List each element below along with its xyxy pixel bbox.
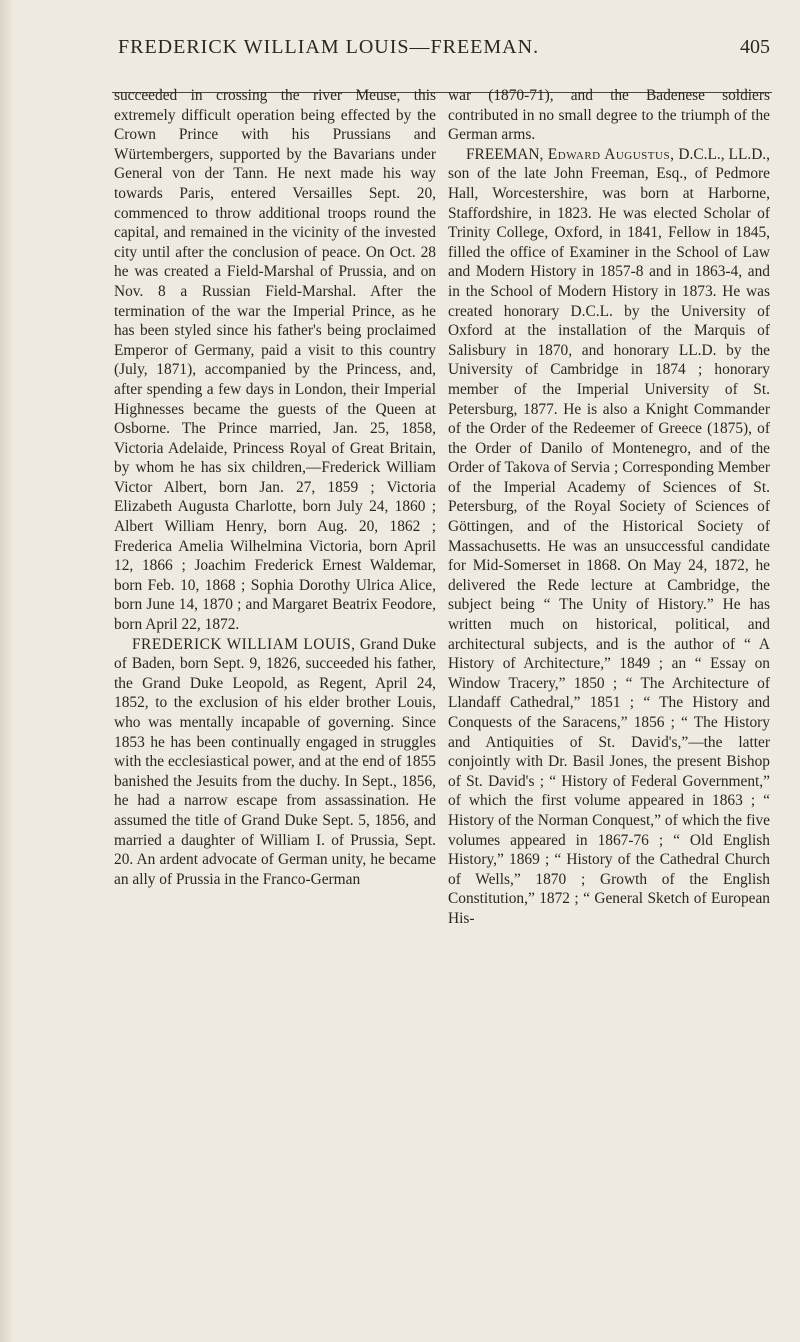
entry-text: D.C.L., LL.D., son of the late John Freeman, Esq., of Pedmore Hall, Worcestershire, was born at Harborne, Staffordshire, in 1823. He was elected Scholar of Trinity College, Oxford, in 1841, Fellow in 1845, filled the office of Examiner in the School of Law and Modern History in 1857-8 and in 1863-4, and in the School of Modern History in 1873. He was created honorary D.C.L. by the University of Oxford at the installation of the Marquis of Salisbury in 1870, and honorary LL.D. by the University of Cambridge in 1874 ; honorary member of the Imperial University of St. Petersburg, 1877. He is also a Knight Commander of the Order of the Redeemer of Greece (1875), of the Order of Danilo of Montenegro, and of the Order of Takova of Servia ; Corresponding Member of the Imperial Academy of Sciences of St. Petersburg, of the Royal Society of Sciences of Göttingen, and of the Historical Society of Massachusetts. He was an unsuccessful candidate for Mid-Somerset in 1868. On May 24, 1872, he delivered the Rede lecture at Cambridge, the subject being “ The Unity of History.” He has written much on historical, political, and architectural subjects, and is the author of “ A History of Architecture,” 1849 ; an “ Essay on Window Tracery,” 1850 ; “ The Architecture of Llandaff Cathedral,” 1851 ; “ The History and Conquests of the Saracens,” 1856 ; “ The History and Antiquities of St. David's,”—the latter conjointly with Dr. Basil Jones, the present Bishop of St. David's ; “ History of Federal Government,” of which the first volume appeared in 1863 ; “ History of the Norman Conquest,” of which the five volumes appeared in 1867-76 ; “ Old English History,” 1869 ; “ History of the Cathedral Church of Wells,” 1870 ; Growth of the English Constitution,” 1872 ; “ General Sketch of European His-	[448, 145, 770, 927]
entry-heading: FREDERICK WILLIAM LOUIS,	[132, 635, 356, 653]
entry-heading: FREEMAN,	[466, 145, 544, 163]
continued-paragraph: war (1870-71), and the Badenese soldiers contributed in no small degree to the triumph of the German arms.	[448, 87, 770, 144]
continued-paragraph: succeeded in crossing the river Meuse, this extremely difficult operation being effected by the Crown Prince with his Prussians and Würtembergers, supported by the Bavarians under General von der Tann. He next made his way towards Paris, entered Versailles Sept. 20, commenced to throw additional troops round the capital, and remained in the vicinity of the invested city until after the conclusion of peace. On Oct. 28 he was created a Field-Marshal of Prussia, and on Nov. 8 a Russian Field-Marshal. After the termination of the war the Imperial Prince, as he has been styled since his father's being proclaimed Emperor of Germany, paid a visit to this country (July, 1871), accompanied by the Princess, and, after spending a few days in London, their Imperial Highnesses became the guests of the Queen at Osborne. The Prince married, Jan. 25, 1858, Victoria Adelaide, Princess Royal of Great Britain, by whom he has six children,—Frederick William Victor Albert, born Jan. 27, 1859 ; Victoria Elizabeth Augusta Charlotte, born July 24, 1860 ; Albert William Henry, born Aug. 20, 1862 ; Frederica Amelia Wilhelmina Victoria, born April 12, 1866 ; Joachim Frederick Ernest Waldemar, born Feb. 10, 1868 ; Sophia Dorothy Ulrica Alice, born June 14, 1870 ; and Margaret Beatrix Feodore, born April 22, 1872.	[114, 87, 436, 634]
page-header	[92, 36, 770, 66]
entry-name: Edward Augustus,	[543, 145, 675, 163]
entry-baden	[114, 635, 436, 890]
entry-text: Grand Duke of Baden, born Sept. 9, 1826, succeeded his father, the Grand Duke Leopold, as Regent, April 24, 1852, to the exclusion of his elder brother Louis, who was mentally incapable of governing. Since 1853 he has been continually engaged in struggles with the ecclesiastical power, and at the end of 1855 banished the Jesuits from the duchy. In Sept., 1856, he had a narrow escape from assassination. He assumed the title of Grand Duke Sept. 5, 1856, and married a daughter of William I. of Prussia, Sept. 20. An ardent advocate of German unity, he became an ally of Prussia in the Franco-German	[114, 635, 436, 888]
running-head: FREDERICK WILLIAM LOUIS—FREEMAN.	[118, 36, 540, 58]
right-column	[448, 86, 770, 929]
entry-freeman	[448, 145, 770, 929]
left-column	[114, 86, 436, 889]
page-number: 405	[740, 36, 770, 58]
page-edge-shadow	[0, 0, 14, 1342]
